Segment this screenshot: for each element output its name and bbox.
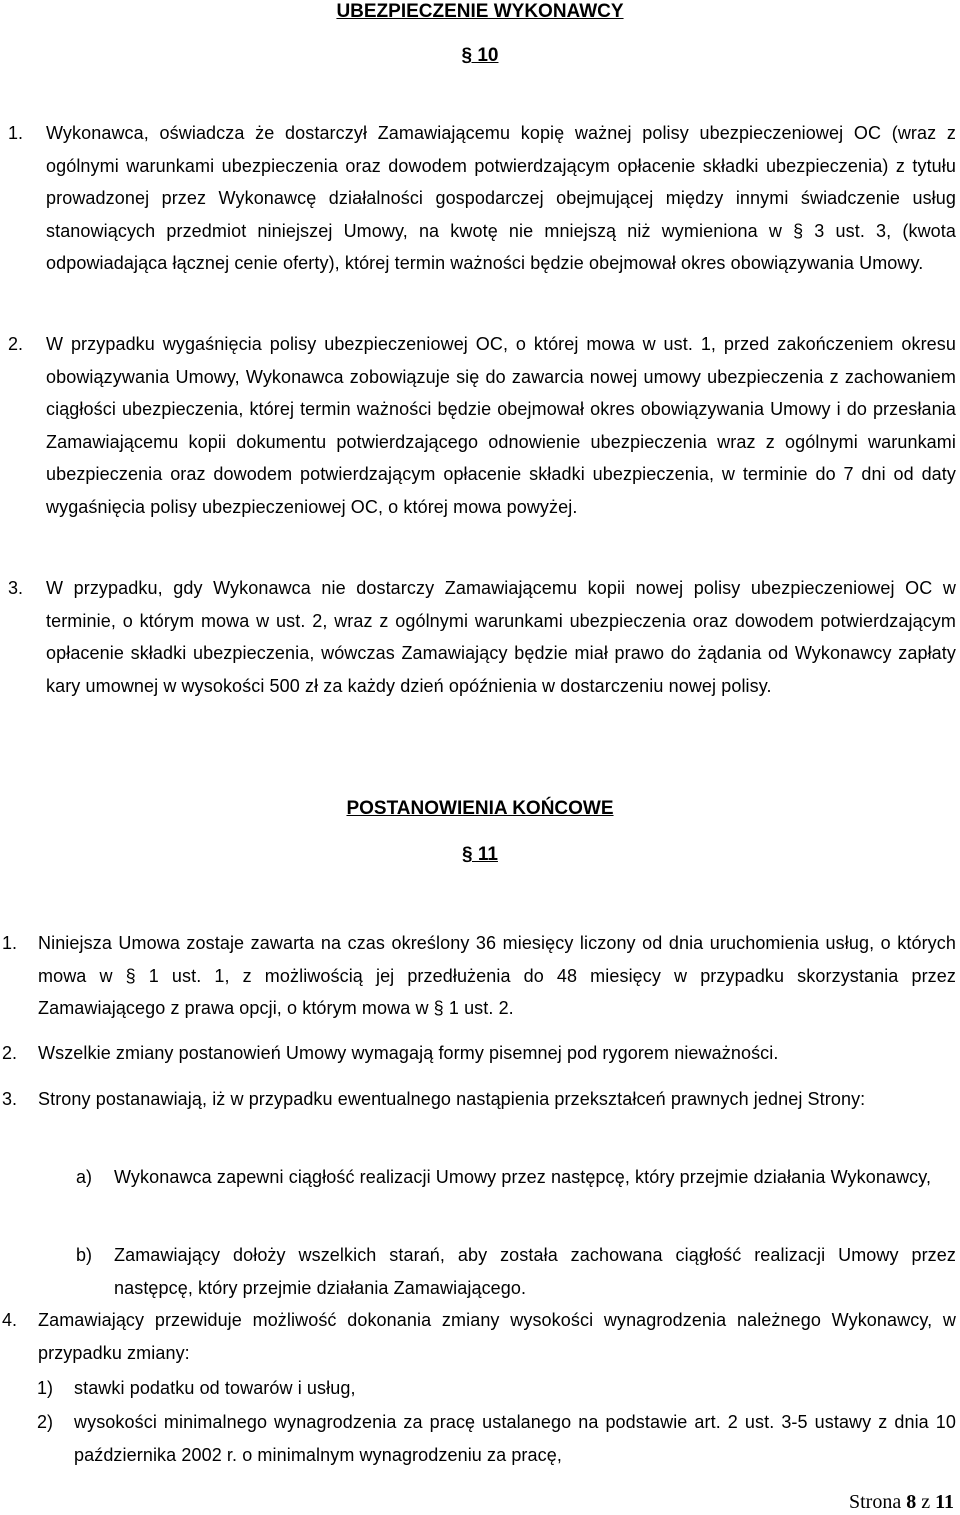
s11-item-2-text: Wszelkie zmiany postanowień Umowy wymagają formy pisemnej pod rygorem nieważności. [38, 1043, 779, 1063]
s11-item-4-2-text: wysokości minimalnego wynagrodzenia za pracę ustalanego na podstawie art. 2 ust. 3-5 ustawy z dnia 10 października 2002 r. o minimalnym wynagrodzeniu za pracę, [74, 1412, 956, 1465]
page-number-footer [849, 1490, 954, 1514]
s10-item-1-number: 1. [8, 123, 24, 143]
s11-item-2-number: 2. [2, 1043, 18, 1063]
s11-item-4-text: Zamawiający przewiduje możliwość dokonania zmiany wysokości wynagrodzenia należnego Wykonawcy, w przypadku zmiany: [38, 1310, 956, 1363]
s10-item-2-number: 2. [8, 334, 24, 354]
s11-item-3b-text: Zamawiający dołoży wszelkich starań, aby została zachowana ciągłość realizacji Umowy przez następcę, który przejmie działania Zamawiającego. [114, 1245, 956, 1298]
s11-item-4-1-text: stawki podatku od towarów i usług, [74, 1378, 356, 1398]
footer-prefix: Strona [848, 1491, 902, 1513]
footer-separator: z [921, 1491, 931, 1513]
s10-item-3-number: 3. [8, 578, 24, 598]
s11-item-3a-text: Wykonawca zapewni ciągłość realizacji Umowy przez następcę, który przejmie działania Wykonawcy, [114, 1167, 932, 1187]
s11-item-1-text: Niniejsza Umowa zostaje zawarta na czas określony 36 miesięcy liczony od dnia uruchomienia usług, o których mowa w § 1 ust. 1, z możliwością jej przedłużenia do 48 miesięcy w przypadku skorzystania przez Zamawiającego z prawa opcji, o którym mowa w § 1 ust. 2. [38, 933, 956, 1018]
s11-item-1-number: 1. [2, 933, 18, 953]
s11-item-3a-letter: a) [76, 1167, 93, 1187]
s10-item-1-text: Wykonawca, oświadcza że dostarczył Zamawiającemu kopię ważnej polisy ubezpieczeniowej OC (wraz z ogólnymi warunkami ubezpieczenia oraz dowodem potwierdzającym opłacenie składki ubezpieczenia) z tytułu prowadzonej przez Wykonawcę działalności gospodarczej obejmującej między innymi świadczenie usług stanowiących przedmiot niniejszej Umowy, na kwotę nie mniejszą niż wymieniona w § 3 ust. 3, (kwota odpowiadająca łącznej cenie oferty), której termin ważności będzie obejmował okres obowiązywania Umowy. [46, 123, 956, 273]
footer-total-pages: 11 [935, 1491, 954, 1513]
s10-item-3-text: W przypadku, gdy Wykonawca nie dostarczy Zamawiającemu kopii nowej polisy ubezpieczeniowej OC w terminie, o którym mowa w ust. 2, wraz z ogólnymi warunkami ubezpieczenia oraz dowodem potwierdzającym opłacenie składki ubezpieczenia, wówczas Zamawiający będzie miał prawo do żądania od Wykonawcy zapłaty kary umownej w wysokości 500 zł za każdy dzień opóźnienia w dostarczeniu nowej polisy. [46, 578, 956, 696]
s11-item-4-2-number: 2) [37, 1412, 54, 1432]
s11-item-3-text: Strony postanawiają, iż w przypadku ewentualnego nastąpienia przekształceń prawnych jednej Strony: [38, 1089, 866, 1109]
section-10-paragraph-sign: § 10 [461, 45, 499, 66]
section-11-title: POSTANOWIENIA KOŃCOWE [346, 798, 614, 819]
s10-item-2-text: W przypadku wygaśnięcia polisy ubezpieczeniowej OC, o której mowa w ust. 1, przed zakończeniem okresu obowiązywania Umowy, Wykonawca zobowiązuje się do zawarcia nowej umowy ubezpieczenia z zachowaniem ciągłości ubezpieczenia, której termin ważności będzie obejmował okres obowiązywania Umowy i do przesłania Zamawiającemu kopii dokumentu potwierdzającego odnowienie ubezpieczenia wraz z ogólnymi warunkami ubezpieczenia oraz dowodem potwierdzającym opłacenie składki ubezpieczenia, w terminie do 7 dni od daty wygaśnięcia polisy ubezpieczeniowej OC, o której mowa powyżej. [46, 334, 956, 517]
s11-item-4-number: 4. [2, 1310, 18, 1330]
footer-current-page: 8 [906, 1491, 917, 1513]
section-10-title: UBEZPIECZENIE WYKONAWCY [336, 1, 624, 22]
s11-item-4-1-number: 1) [37, 1378, 54, 1398]
section-11-paragraph-sign: § 11 [462, 844, 498, 865]
s11-item-3-number: 3. [2, 1089, 18, 1109]
s11-item-3b-letter: b) [76, 1245, 93, 1265]
